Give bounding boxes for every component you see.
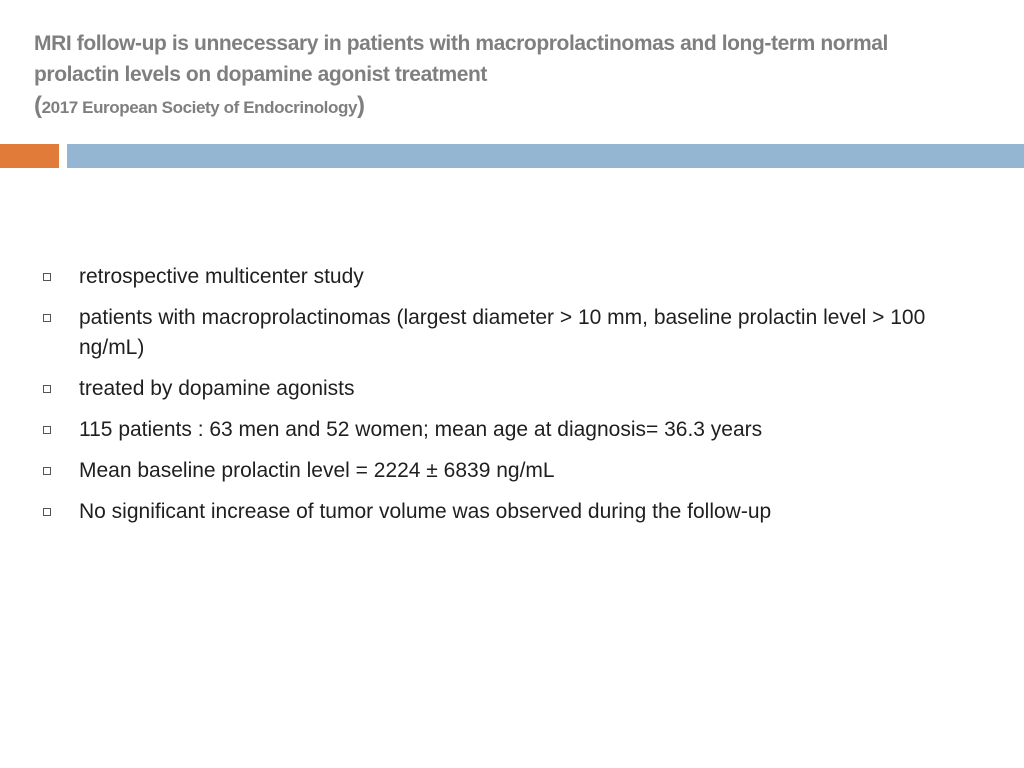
square-bullet-icon (43, 385, 51, 393)
bullet-item-3 (40, 374, 990, 404)
bullet-item-1 (40, 262, 990, 292)
bullet-item-4 (40, 415, 990, 445)
bullet-text-3: treated by dopamine agonists (79, 377, 355, 400)
square-bullet-icon (43, 508, 51, 516)
bullet-text-1: retrospective multicenter study (79, 265, 364, 288)
bullet-text-4: 115 patients : 63 men and 52 women; mean age at diagnosis= 36.3 years (79, 418, 763, 441)
square-bullet-icon (43, 314, 51, 322)
square-bullet-icon (43, 426, 51, 434)
slide-title (34, 28, 994, 123)
bullet-text-2: patients with macroprolactinomas (largest diameter > 10 mm, baseline prolactin level > 100 ng/mL) (79, 306, 926, 359)
title-source-line (34, 90, 994, 123)
bullet-text-5: Mean baseline prolactin level = 2224 ± 6839 ng/mL (79, 459, 555, 482)
bullet-list (40, 262, 990, 538)
source-close-paren: ) (357, 92, 365, 119)
square-bullet-icon (43, 467, 51, 475)
source-open-paren: ( (34, 92, 42, 119)
accent-bar-orange (0, 144, 59, 168)
accent-bar-blue (67, 144, 1024, 168)
bullet-item-6 (40, 497, 990, 527)
bullet-item-5 (40, 456, 990, 486)
source-text: 2017 European Society of Endocrinology (41, 98, 358, 117)
square-bullet-icon (43, 273, 51, 281)
bullet-text-6: No significant increase of tumor volume was observed during the follow-up (79, 500, 772, 523)
bullet-item-2 (40, 303, 990, 363)
title-line-1: MRI follow-up is unnecessary in patients with macroprolactinomas and long-term normal (34, 32, 888, 55)
title-line-2: prolactin levels on dopamine agonist treatment (34, 63, 488, 86)
